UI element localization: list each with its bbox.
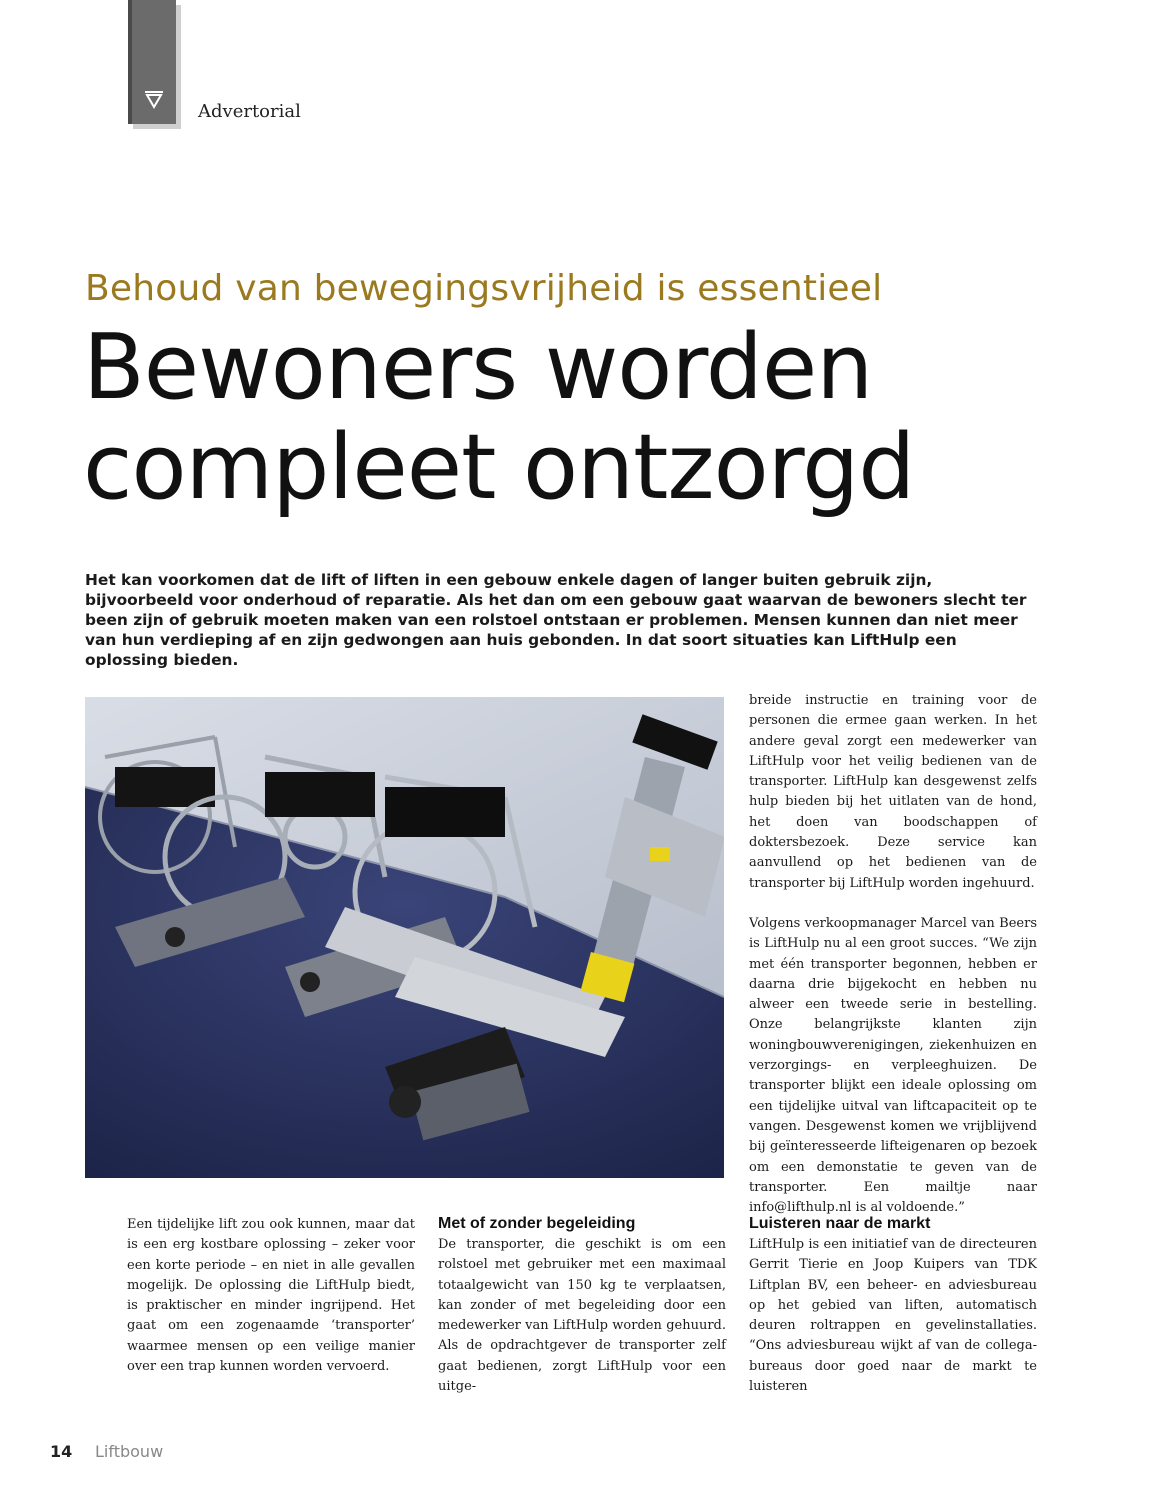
article-kicker: Behoud van bewegingsvrijheid is essentieel	[85, 268, 883, 309]
column-2-text: De transporter, die geschikt is om een rolstoel met gebruiker met een maximaal totaalgewicht van 150 kg te verplaatsen, kan zonder of met begeleiding door een medewerker van LiftHulp worden gehuurd. Als de opdrachtgever de transporter zelf gaat bedienen, zorgt LiftHulp voor een uitge-	[438, 1237, 726, 1395]
column-3-paragraph-2: Volgens verkoopmanager Marcel van Beers is LiftHulp nu al een groot succes. “We zijn met één transporter begonnen, hebben er daarna drie bijgekocht en hebben nu alweer een tweede serie in bestelling. Onze belangrijkste klanten zijn woningbouwverenigingen, ziekenhuizen en verzorgings- en verpleeghuizen. De transporter blijkt een ideale oplossing om een tijdelijke uitval van liftcapaciteit op te vangen. Desgewenst komen we vrijblijvend bij geïnteresseerde lifteigenaren op bezoek om een demonstatie te geven van de transporter. Een mailtje naar info@lifthulp.nl is al voldoende.”	[749, 915, 1037, 1216]
section-tab-edge	[128, 0, 132, 124]
text-column-3-top	[749, 691, 1037, 1218]
page-number: 14	[50, 1442, 73, 1461]
column-2-heading: Met of zonder begeleiding	[438, 1215, 636, 1232]
column-3-paragraph-1: breide instructie en training voor de personen die ermee gaan werken. In het andere geval zorgt een medewerker van LiftHulp voor het veilig bedienen van de transporter. LiftHulp kan desgewenst zelfs hulp bieden bij het uitlaten van de hond, het doen van boodschappen of doktersbezoek. Deze service kan aanvullend op het bedienen van de transporter bij LiftHulp worden ingehuurd.	[749, 693, 1037, 891]
column-1-text: Een tijdelijke lift zou ook kunnen, maar dat is een erg kostbare oplossing – zeker voor een korte periode – en niet in alle gevallen mogelijk. De oplossing die LiftHulp biedt, is praktischer en minder ingrijpend. Het gaat om een zogenaamde ‘transporter’ waarmee mensen op een veilige manier over een trap kunnen worden vervoerd.	[127, 1217, 415, 1375]
article-intro: Het kan voorkomen dat de lift of liften in een gebouw enkele dagen of langer buiten gebruik zijn, bijvoorbeeld voor onderhoud of reparatie. Als het dan om een gebouw gaat waarvan de bewoners slecht ter been zijn of gebruik moeten maken van een rolstoel ontstaan er problemen. Mensen kunnen dan niet meer van hun verdieping af en zijn gedwongen aan huis gebonden. In dat soort situaties kan LiftHulp een oplossing bieden.	[85, 571, 1027, 669]
column-3-heading: Luisteren naar de markt	[749, 1215, 931, 1232]
section-label: Advertorial	[198, 101, 301, 122]
headline-line-1: Bewoners worden	[83, 315, 873, 420]
triangle-down-icon	[143, 88, 165, 110]
column-3-text: LiftHulp is een initiatief van de directeuren Gerrit Tierie en Joop Kuipers van TDK Liftplan BV, een beheer- en adviesbureau op het gebied van liften, automatisch deuren roltrappen en gevelinstallaties. “Ons adviesbureau wijkt af van de collega-bureaus door goed naar de markt te luisteren	[749, 1237, 1037, 1395]
magazine-name: Liftbouw	[95, 1442, 164, 1461]
text-column-1	[127, 1215, 415, 1377]
article-headline	[83, 315, 1083, 520]
text-column-3-bottom	[749, 1213, 1037, 1397]
article-photo	[85, 697, 724, 1178]
headline-line-2: compleet ontzorgd	[83, 415, 915, 520]
text-column-2	[438, 1213, 726, 1397]
wheelchair-transporters-illustration	[85, 697, 724, 1178]
